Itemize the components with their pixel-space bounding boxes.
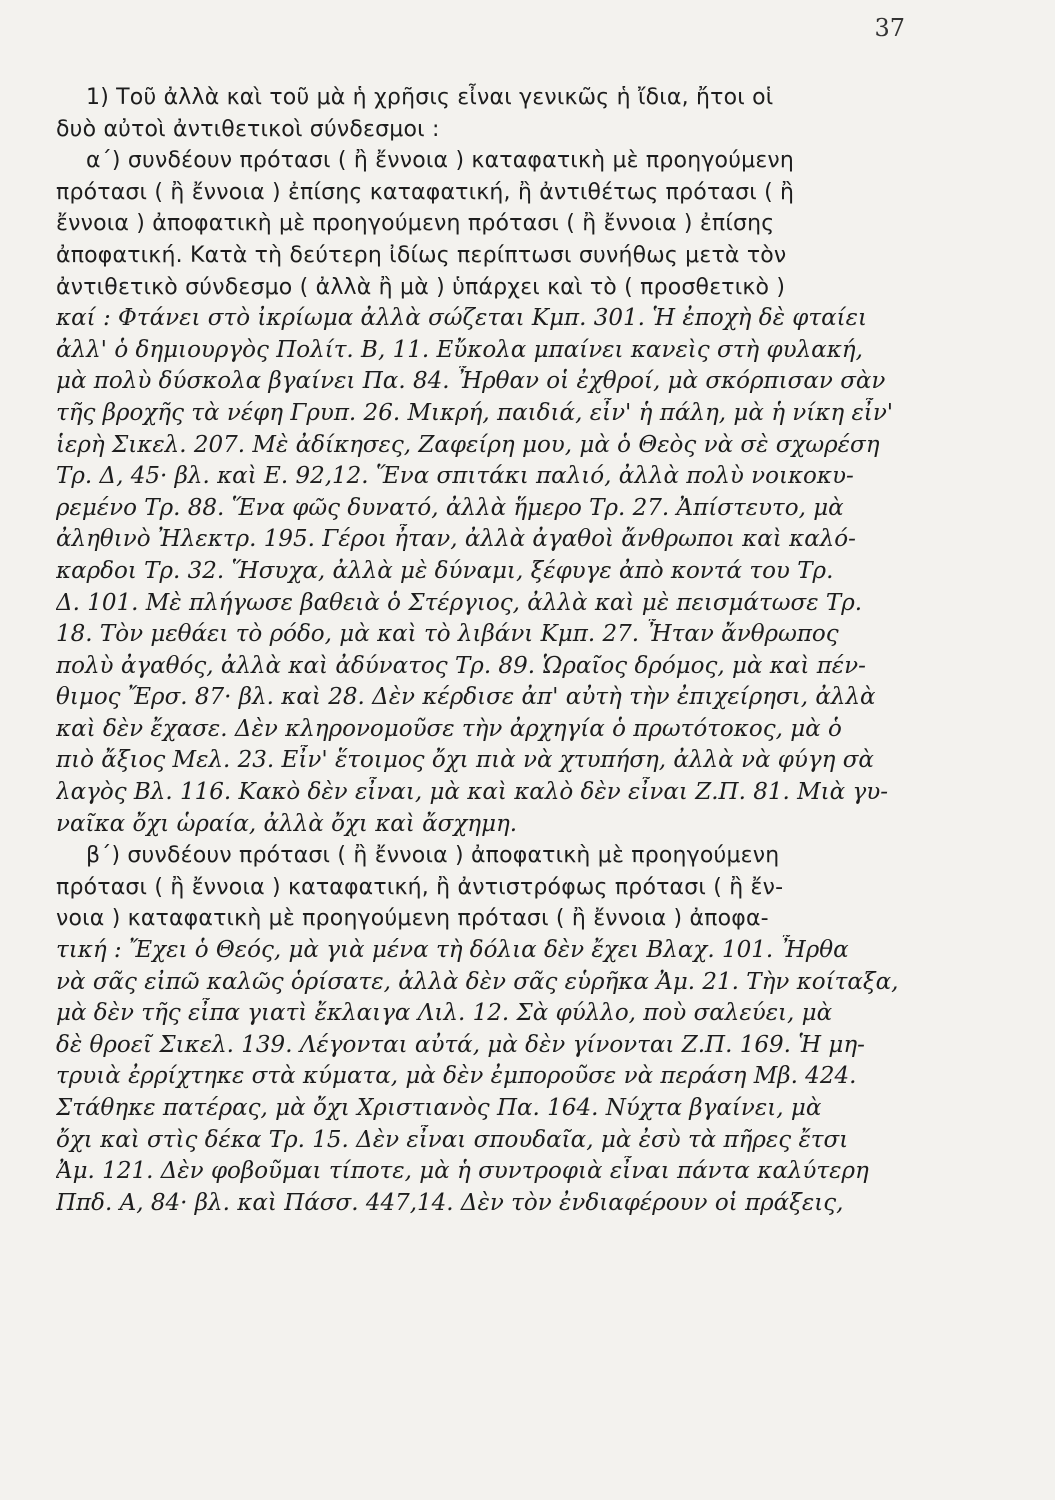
text-line: Ἀμ. 121. Δὲν φοβοῦμαι τίποτε, μὰ ἡ συντροφιὰ εἶναι πάντα καλύτερη [56, 1158, 869, 1185]
text-line: πρότασι ( ἢ ἔννοια ) καταφατική, ἢ ἀντιστρόφως πρότασι ( ἢ ἔν- [56, 874, 784, 900]
text-line: καὶ δὲν ἔχασε. Δὲν κληρονομοῦσε τὴν ἀρχηγία ὁ πρωτότοκος, μὰ ὁ [56, 715, 842, 742]
text-line: λαγὸς Βλ. 116. Κακὸ δὲν εἶναι, μὰ καὶ καλὸ δὲν εἶναι Ζ.Π. 81. Μιὰ γυ- [56, 779, 889, 806]
text-line: ναῖκα ὄχι ὡραία, ἀλλὰ ὄχι καὶ ἄσχημη. [56, 810, 518, 837]
text-line: ἀληθινὸ Ἠλεκτρ. 195. Γέροι ἦταν, ἀλλὰ ἀγαθοὶ ἄνθρωποι καὶ καλό- [56, 526, 856, 553]
text-line: Τρ. Δ, 45· βλ. καὶ Ε. 92,12. Ἕνα σπιτάκι παλιό, ἀλλὰ πολὺ νοικοκυ- [56, 463, 854, 490]
text-line: ἔννοια ) ἀποφατικὴ μὲ προηγούμενη πρότασι ( ἢ ἔννοια ) ἐπίσης [56, 211, 775, 237]
text-line: Ππδ. Α, 84· βλ. καὶ Πάσσ. 447,14. Δὲν τὸν ἐνδιαφέρουν οἱ πράξεις, [56, 1189, 844, 1216]
text-line: μὰ πολὺ δύσκολα βγαίνει Πα. 84. Ἦρθαν οἱ ἐχθροί, μὰ σκόρπισαν σὰν [56, 368, 886, 395]
paragraph-intro [56, 82, 910, 145]
page-number: 37 [874, 14, 905, 42]
paragraph-alpha [56, 145, 910, 840]
text-line: μὰ δὲν τῆς εἶπα γιατὶ ἔκλαιγα Λιλ. 12. Σὰ φύλλο, ποὺ σαλεύει, μὰ [56, 1000, 833, 1027]
text-line: β΄) συνδέουν πρότασι ( ἢ ἔννοια ) ἀποφατικὴ μὲ προηγούμενη [86, 843, 780, 869]
text-line: ἀντιθετικὸ σύνδεσμο ( ἀλλὰ ἢ μὰ ) ὑπάρχει καὶ τὸ ( προσθετικὸ ) [56, 274, 786, 300]
paragraph-beta [56, 840, 910, 1219]
text-line: ἱερὴ Σικελ. 207. Μὲ ἀδίκησες, Ζαφείρη μου, μὰ ὁ Θεὸς νὰ σὲ σχωρέση [56, 431, 880, 458]
text-line: τική : Ἔχει ὁ Θεός, μὰ γιὰ μένα τὴ δόλια δὲν ἔχει Βλαχ. 101. Ἦρθα [56, 937, 849, 964]
text-line: δυὸ αὐτοὶ ἀντιθετικοὶ σύνδεσμοι : [56, 116, 440, 142]
body-text [56, 82, 910, 1219]
text-line: καί : Φτάνει στὸ ἰκρίωμα ἀλλὰ σώζεται Κμπ. 301. Ἡ ἐποχὴ δὲ φταίει [56, 305, 868, 332]
text-line: ὄχι καὶ στὶς δέκα Τρ. 15. Δὲν εἶναι σπουδαῖα, μὰ ἐσὺ τὰ πῆρες ἔτσι [56, 1126, 849, 1153]
text-line: Στάθηκε πατέρας, μὰ ὄχι Χριστιανὸς Πα. 164. Νύχτα βγαίνει, μὰ [56, 1095, 822, 1121]
text-line: ἀποφατική. Κατὰ τὴ δεύτερη ἰδίως περίπτωσι συνήθως μετὰ τὸν [56, 242, 787, 268]
text-line: πιὸ ἄξιος Μελ. 23. Εἶν' ἕτοιμος ὄχι πιὰ νὰ χτυπήση, ἀλλὰ νὰ φύγη σὰ [56, 747, 874, 774]
text-line: τρυιὰ ἐρρίχτηκε στὰ κύματα, μὰ δὲν ἐμποροῦσε νὰ περάση Μβ. 424. [56, 1063, 857, 1090]
text-line: ρεμένο Τρ. 88. Ἕνα φῶς δυνατό, ἀλλὰ ἥμερο Τρ. 27. Ἀπίστευτο, μὰ [56, 494, 844, 521]
text-line: 18. Τὸν μεθάει τὸ ρόδο, μὰ καὶ τὸ λιβάνι Κμπ. 27. Ἦταν ἄνθρωπος [56, 621, 839, 648]
text-line: τῆς βροχῆς τὰ νέφη Γρυπ. 26. Μικρή, παιδιά, εἶν' ἡ πάλη, μὰ ἡ νίκη εἶν' [56, 399, 894, 426]
text-line: δὲ θροεῖ Σικελ. 139. Λέγονται αὐτά, μὰ δὲν γίνονται Ζ.Π. 169. Ἡ μη- [56, 1031, 865, 1058]
text-line: α΄) συνδέουν πρότασι ( ἢ ἔννοια ) καταφατικὴ μὲ προηγούμενη [86, 148, 795, 174]
text-line: ἀλλ' ὁ δημιουργὸς Πολίτ. Β, 11. Εὔκολα μπαίνει κανεὶς στὴ φυλακή, [56, 336, 863, 363]
text-line: θιμος Ἔρσ. 87· βλ. καὶ 28. Δὲν κέρδισε ἀπ' αὐτὴ τὴν ἐπιχείρησι, ἀλλὰ [56, 684, 876, 711]
text-line: νοια ) καταφατικὴ μὲ προηγούμενη πρότασι ( ἢ ἔννοια ) ἀποφα- [56, 906, 769, 932]
text-line: Δ. 101. Μὲ πλήγωσε βαθειὰ ὁ Στέργιος, ἀλλὰ καὶ μὲ πεισμάτωσε Τρ. [56, 589, 863, 616]
text-line: πρότασι ( ἢ ἔννοια ) ἐπίσης καταφατική, ἢ ἀντιθέτως πρότασι ( ἢ [56, 179, 795, 205]
text-line: πολὺ ἀγαθός, ἀλλὰ καὶ ἀδύνατος Τρ. 89. Ὡραῖος δρόμος, μὰ καὶ πέν- [56, 652, 866, 679]
text-line: 1) Τοῦ ἀλλὰ καὶ τοῦ μὰ ἡ χρῆσις εἶναι γενικῶς ἡ ἴδια, ἤτοι οἱ [86, 85, 774, 110]
text-line: καρδοι Τρ. 32. Ἥσυχα, ἀλλὰ μὲ δύναμι, ξέφυγε ἀπὸ κοντά του Τρ. [56, 557, 834, 584]
text-line: νὰ σᾶς εἰπῶ καλῶς ὁρίσατε, ἀλλὰ δὲν σᾶς εὑρῆκα Ἀμ. 21. Τὴν κοίταξα, [56, 968, 899, 995]
